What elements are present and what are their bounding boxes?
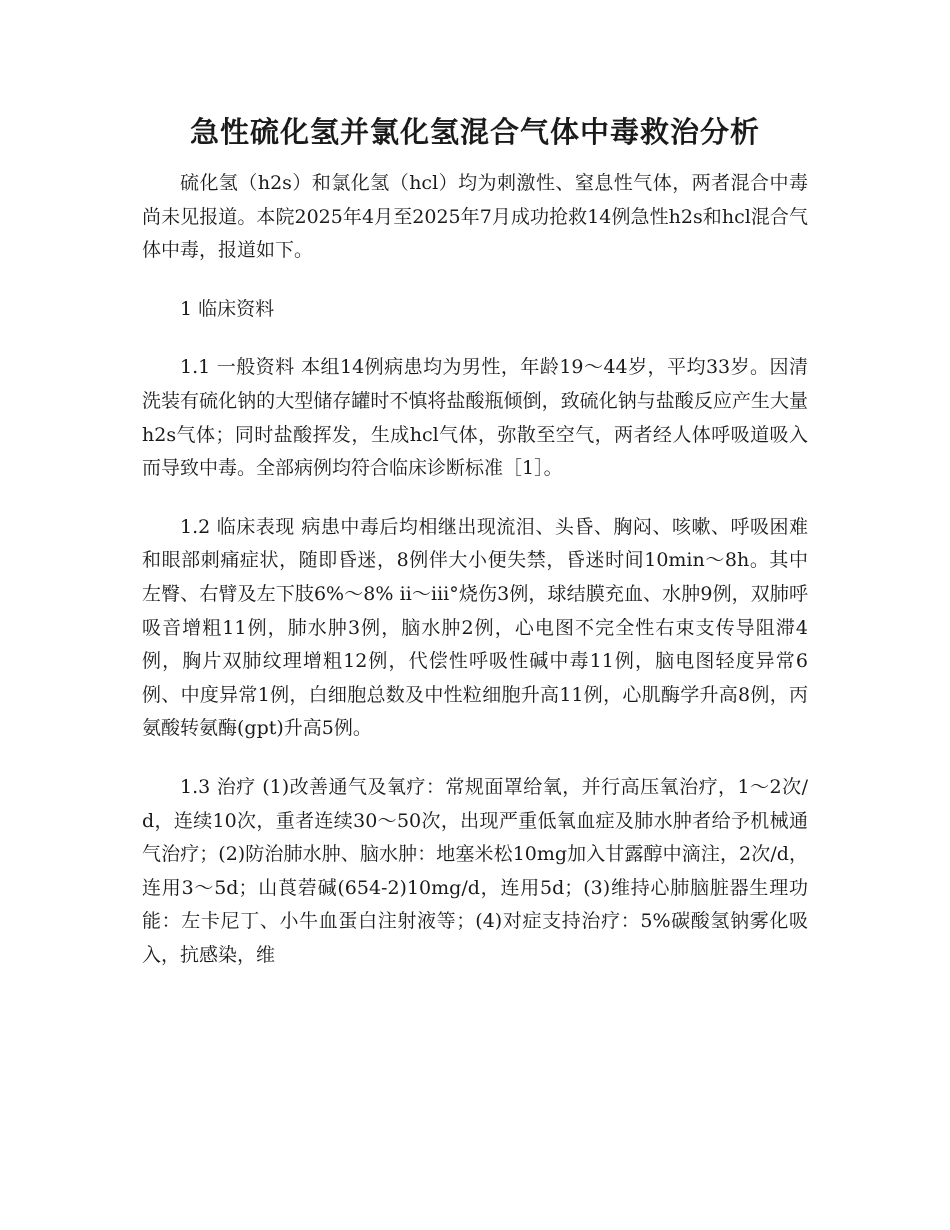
document-title: 急性硫化氢并氯化氢混合气体中毒救治分析 bbox=[189, 115, 760, 149]
section-heading-clinical-data: 1 临床资料 bbox=[180, 297, 275, 320]
treatment-paragraph: 1.3 治疗 (1)改善通气及氧疗：常规面罩给氧，并行高压氧治疗，1～2次/d，连续10次，重者连续30～50次，出现严重低氧血症及肺水肿者给予机械通气治疗；(2)防治肺水肿、脑水肿：地塞米松10mg加入甘露醇中滴注，2次/d，连用3～5d；山莨菪碱(654-2)10mg/d，连用5d；(3)维持心肺脑脏器生理功能：左卡尼丁、小牛血蛋白注射液等；(4)对症支持治疗：5%碳酸氢钠雾化吸入，抗感染，维 bbox=[142, 775, 808, 966]
document-body bbox=[142, 167, 808, 997]
clinical-manifestations-paragraph: 1.2 临床表现 病患中毒后均相继出现流泪、头昏、胸闷、咳嗽、呼吸困难和眼部刺痛症状，随即昏迷，8例伴大小便失禁，昏迷时间10min～8h。其中左臀、右臂及左下肢6%～8% ⅱ～ⅲ°烧伤3例，球结膜充血、水肿9例，双肺呼吸音增粗11例，肺水肿3例，脑水肿2例，心电图不完全性右束支传导阻滞4例，胸片双肺纹理增粗12例，代偿性呼吸性碱中毒11例，脑电图轻度异常6例、中度异常1例，白细胞总数及中性粒细胞升高11例，心肌酶学升高8例，丙氨酸转氨酶(gpt)升高5例。 bbox=[142, 515, 808, 740]
intro-paragraph: 硫化氢（h2s）和氯化氢（hcl）均为刺激性、窒息性气体，两者混合中毒尚未见报道。本院2025年4月至2025年7月成功抢救14例急性h2s和hcl混合气体中毒，报道如下。 bbox=[142, 172, 808, 262]
general-data-paragraph: 1.1 一般资料 本组14例病患均为男性，年龄19～44岁，平均33岁。因清洗装有硫化钠的大型储存罐时不慎将盐酸瓶倾倒，致硫化钠与盐酸反应产生大量h2s气体；同时盐酸挥发，生成hcl气体，弥散至空气，两者经人体呼吸道吸入而导致中毒。全部病例均符合临床诊断标准［1］。 bbox=[142, 356, 808, 480]
